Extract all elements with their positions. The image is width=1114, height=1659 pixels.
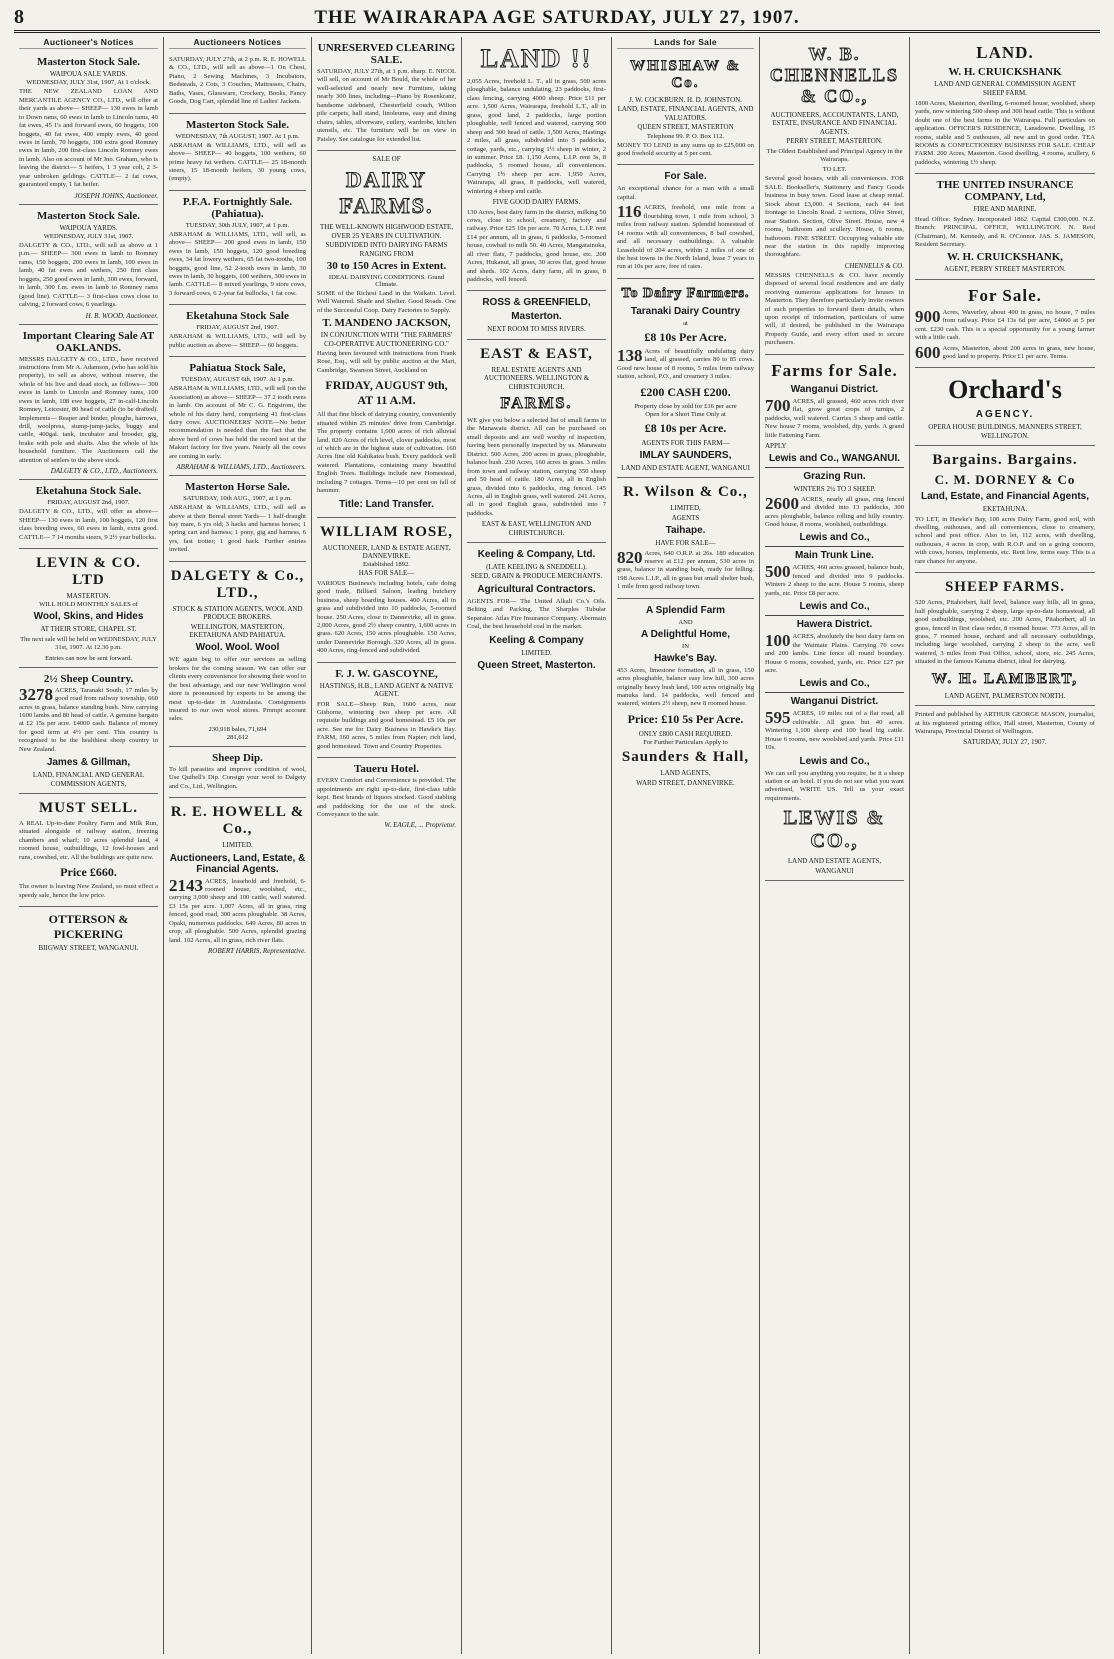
advertisement xyxy=(317,663,456,758)
ad-body: ACRES, Taranaki South, 17 miles by good road from railway township, 660 acres in grass, balance standing bush. Now carrying 1600 lambs and 80 head of cattle. A genuine bargain at £2 15s per acre. £4000 cash. Balance of money for good term at 4½ per cent. This country is recognised to be the healthiest sheep country in New Zealand. xyxy=(19,686,158,753)
ad-heading: FARMS. xyxy=(500,395,573,413)
ad-body: ACRES, leasehold and freehold, 6-roomed house, woolshed, etc., carrying 3,000 sheep and 100 cattle, well watered. £3 15s per acre. 1,007 Acres, all in grass, ring fenced, good road, 300 acres ploughable. 38 Acres, Opaki, numerous paddocks. 649 Acres, 80 acres in crop, all ploughable. 500 Acres, splendid grazing land. 102 Acres, all in grass, rich river flats. xyxy=(169,877,306,944)
ad-body: WE again beg to offer our services as selling brokers for the coming season. We can offer our clients every convenience for showing their wool to the best advantage, and our new Wellington wool store is pronounced by experts to be among the most up-to-date in Australasia. Consignments insured to our own wool stores. Prompt account sales. xyxy=(169,656,306,723)
ad-title-note: Title: Land Transfer. xyxy=(339,498,434,510)
ad-title: WHISHAW & Co. xyxy=(630,58,741,91)
ad-title: MUST SELL. xyxy=(39,799,138,816)
agent-name: Lewis and Co., xyxy=(799,601,870,613)
ad-subtitle: AUCTIONEER, LAND & ESTATE AGENT, DANNEVIRKE. xyxy=(322,543,451,561)
ad-title: F. J. W. GASCOYNE, xyxy=(335,667,438,680)
ad-title: To Dairy Farmers. xyxy=(621,285,750,301)
ad-date: WEDNESDAY, JULY 31st, 1907. xyxy=(43,233,134,241)
agent-name: Lewis and Co., xyxy=(799,755,870,767)
ad-body: Several good houses, with all conveniences. FOR SALE. Bookseller's, Stationery and Fancy Goods business in busy town. Good lease at cheap rental. Stock about £3,000. 4 Sections, each 44 feet frontage to Lincoln Road. 2 sections, Olive Street, near Station. Section, Olive Street. House, new 4 rooms, bathroom and scullery. House, 6 rooms, bathroom. FINE STREET. Occupying valuable site near the station in this rapidly improving thoroughfare. xyxy=(765,175,904,259)
ad-body: FOR SALE—Sheep Run, 1600 acres, near Gisborne, wintering two sheep per acre. All requisite buildings and good homestead. £5 10s per acre. See me for Dairy Business in Hawke's Bay. FARM, 160 acres, 5 miles from Napier; rich land, good homestead. Town and Country Properties. xyxy=(317,700,456,750)
agent-subtitle: AGENT, PERRY STREET MASTERTON. xyxy=(944,265,1066,274)
ad-subtitle: (LATE KEELING & SNEDDELL). xyxy=(486,563,587,572)
ad-title: A Delightful Home, xyxy=(640,628,731,640)
advertisement xyxy=(19,907,158,957)
ad-subtitle: REAL ESTATE AGENTS AND AUCTIONEERS. WELLINGTON & CHRISTCHURCH. xyxy=(483,365,590,391)
section-header: Auctioneer's Notices xyxy=(19,37,158,49)
ad-subtitle: MASTERTON. xyxy=(66,591,111,600)
advertisement xyxy=(169,114,306,191)
ad-title: Eketahuna Stock Sale xyxy=(186,310,289,323)
ad-price: Price: £10 5s Per Acre. xyxy=(627,711,744,726)
advertisement xyxy=(169,747,306,798)
agent-name: W. H. CRUICKSHANK, xyxy=(946,251,1064,264)
ad-date: FRIDAY, AUGUST 2nd, 1907. xyxy=(196,324,279,332)
ad-title: DAIRY FARMS. xyxy=(339,167,434,219)
ad-body: ACRES, absolutely the best dairy farm on the Waimate Plains. Carrying 70 cows and 200 lambs. Line fence all round boundary. House 6 rooms, cowshed, yards, etc. Price £27 per acre. xyxy=(765,633,904,674)
ad-date: WEDNESDAY, 7th AUGUST, 1907. At 1 p.m. xyxy=(175,132,300,140)
advertisement xyxy=(317,151,456,518)
ad-title: LAND !! xyxy=(480,44,593,73)
agent-subtitle: LAND AND GENERAL COMMISSION AGENT xyxy=(934,80,1076,88)
ad-kicker: SALE OF xyxy=(372,154,401,163)
ad-heading: Wool, Skins, and Hides xyxy=(33,611,144,623)
advertisement xyxy=(467,291,606,339)
agent-name: LEWIS & CO., xyxy=(783,807,886,853)
ad-price: £8 10s Per Acre. xyxy=(644,329,727,344)
ad-title: Masterton Stock Sale. xyxy=(37,56,140,68)
ad-title: Main Trunk Line. xyxy=(795,550,874,562)
ad-subtitle: LAND, ESTATE, FINANCIAL AGENTS, AND VALUATORS. xyxy=(617,105,754,122)
ad-body: ACRES, freehold, one mile from a flourishing town, 1 mile from school, 3 miles from railway station. Splendid homestead of 14 rooms with all conveniences, 8 bail cowshed, and all necessary outbuildings. A valuable Leasehold of 204 acres, within 2 miles of one of the best towns in the North Island, lease 7 years to run at 10s per acre, free of rates. xyxy=(617,204,754,271)
masthead xyxy=(14,6,1100,33)
ad-subtitle: THE WELL-KNOWN HIGHWOOD ESTATE, OVER 25 YEARS IN CULTIVATION. xyxy=(319,223,454,240)
ad-subtitle: AUCTIONEERS, ACCOUNTANTS, LAND, ESTATE, INSURANCE AND FINANCIAL AGENTS. xyxy=(770,111,899,136)
column-5 xyxy=(612,37,760,1654)
sale-date: FRIDAY, AUGUST 9th, AT 11 A.M. xyxy=(325,378,448,408)
ad-climate: IDEAL DAIRYING CONDITIONS. Grand Climate. xyxy=(328,273,445,288)
advertisement xyxy=(467,37,606,291)
agent-subtitle: LAND AND ESTATE AGENTS, xyxy=(787,857,882,866)
advertisement xyxy=(19,794,158,907)
advertisement xyxy=(19,480,158,549)
ad-body: VARIOUS Business's including hotels, cafe doing good trade, Billiard Saloon, leading butchery business, sheep boarding houses. 400 Acres, all in grass and subdivided into 10 paddocks, 5-roomed house. 250 Acres, close to Dannevirke, all in grass. 2,000 Acres, good 2½ sheep country, 1,600 acres in grass. 620 Acres, 150 acres ploughable. 150 Acres, under Dannevirke Borough. 320 Acres, all in grass. 400 Acres, ring-fenced and subdivided. xyxy=(317,579,456,655)
ad-body: The next sale will be held on WEDNESDAY, JULY 31st, 1907. At 12.30 p.m. xyxy=(20,635,157,652)
ad-subtitle: STOCK & STATION AGENTS, WOOL AND PRODUCE BROKERS. xyxy=(172,604,303,622)
ad-title: For Sale. xyxy=(664,171,707,183)
ad-text: WILL HOLD MONTHLY SALES of xyxy=(39,601,138,609)
ad-title: W. B. CHENNELLS & CO., xyxy=(769,44,900,106)
acreage-figure: 100 xyxy=(765,631,791,651)
ad-and: AND xyxy=(678,618,693,626)
ad-date: SATURDAY, 10th AUG., 1907, at 1 p.m. xyxy=(183,495,292,503)
ad-title: SHEEP FARMS. xyxy=(944,579,1066,596)
agent-address: WARD STREET, DANNEVIRKE. xyxy=(636,778,735,787)
ad-established: Established 1892. xyxy=(363,561,410,569)
agent-subtitle: LAND, FINANCIAL AND GENERAL COMMISSION AGENTS, xyxy=(32,771,145,788)
column-7 xyxy=(910,37,1100,1654)
columns xyxy=(14,37,1100,1654)
ad-body: ABRAHAM & WILLIAMS, LTD., will sell as above at their Bereal street Yards— 1 half-draught bay mare, 6 yrs old; 3 hacks and harness horses; 1 spring cart and harness; 1 pony, gig and harness, 6 yrs, fast trotter; 1 good hack. Further entries invited. xyxy=(169,504,306,554)
ad-body: 1800 Acres, Masterton, dwelling, 6-roomed house, woolshed, sheep yards, now wintering 500 sheep and 300 head cattle. This is without doubt one of the best farms in the Wairarapa. Full particulars on application. OFFICER'S RESIDENCE, Lansdowne. Dwelling, 15 rooms, stable and 5 outhouses, all new and in good order. TEA ROOMS & CONFECTIONERY BUSINESS FOR SALE. CHEAP FARM. 200 Acres, Masterton. Good dwelling, 4 rooms, scullery, 6 paddocks, wintering 1½ sheep. xyxy=(915,99,1095,166)
ad-title: Sheep Dip. xyxy=(212,751,263,764)
ad-title: ROSS & GREENFIELD, xyxy=(482,297,591,309)
ad-note: Property close by sold for £16 per acre xyxy=(634,402,737,410)
ad-body: All that fine block of dairying country, conveniently situated within 25 minutes' drive from Cambridge. The property contains 1,000 acres of rich alluvial land. 820 Acres of rich level, clover paddocks, most of which are in the highest state of cultivation. 160 Acres fine old Kahikatea bush. Every paddock well watered. Plantations, containing many beautiful English Trees. Buildings include new Homestead, including 7 cottages. Terms—10 per cent on fall of hammer. xyxy=(317,411,456,495)
advertisement xyxy=(915,446,1095,573)
company-suffix: LIMITED. xyxy=(521,648,552,657)
ad-at: at xyxy=(683,319,688,327)
ad-subtitle: SUBDIVIDED INTO DAIRYING FARMS RANGING FROM xyxy=(325,241,448,258)
ad-subtitle: WAIPOUA YARDS. xyxy=(59,223,118,232)
ad-title: EAST & EAST, xyxy=(480,345,593,362)
ad-address: QUEEN STREET, MASTERTON xyxy=(637,123,734,132)
ad-title: Masterton Stock Sale. xyxy=(37,209,140,222)
company-address: Queen Street, Masterton. xyxy=(477,659,596,671)
ad-address: OPERA HOUSE BUILDINGS, MANNERS STREET, WELLINGTON. xyxy=(928,423,1082,440)
auctioneer-name: T. MANDENO JACKSON, xyxy=(322,317,451,330)
ad-signature: ROBERT HARRIS, Representative. xyxy=(208,947,306,956)
ad-agents-label: AGENTS FOR THIS FARM— xyxy=(641,438,730,447)
acreage-figure: 500 xyxy=(765,562,791,582)
ad-heading: Wool. Wool. Wool xyxy=(195,642,280,654)
ad-title: Masterton Horse Sale. xyxy=(185,481,290,494)
ad-body: 2,055 Acres, freehold L. T., all in grass, 500 acres ploughable, balance undulating, 23 paddocks, first-class fencing, carrying 4000 sheep. Price £11 per acre. 1,500 Acres, Wairarapa, freehold L.T., all in grass, good land, 2 paddocks, large portion ploughable, well fenced and watered, carrying 900 sheep and 300 head of cattle. 1,500 Acres, Hastings 2 miles, all grass, subdivided into 5 paddocks, cottage, yards, etc., carrying 1½ sheep in winter, 2 in summer. Price £8. 1,150 Acres, L.I.P. rent 3s, 8 paddocks, 5 roomed house, all conveniences. Carrying 1½ sheep per acre. 1,950 Acres, Wairarapa, all grass, 8 paddocks, well watered, wintering 4 sheep and cattle. xyxy=(467,78,606,195)
ad-signature: H. B. WOOD, Auctioneer. xyxy=(85,311,158,320)
imprint xyxy=(915,706,1095,752)
ad-note: Open for a Short Time Only at xyxy=(645,410,726,418)
advertisement xyxy=(19,205,158,325)
ad-body: AGENTS FOR— The United Alkali Co.'s Oils. Belting and Packing. The Sharples Tubular Separator. Atlas Fire Insurance Company. Abermain Coal, the best household coal in the market. xyxy=(467,597,606,631)
ad-body: Acres of beautifully undulating dairy land, all grassed, carries 80 to 85 cows. Good new house of 8 rooms, 5 miles from railway station, school, P.O., and creamery 3 miles. xyxy=(617,347,754,381)
acreage-figure: 600 xyxy=(915,342,941,362)
ad-cash: £200 CASH £200. xyxy=(640,384,731,399)
advertisement xyxy=(467,543,606,678)
ad-title: Taueru Hotel. xyxy=(354,763,419,776)
ad-place: Taihape. xyxy=(665,525,706,537)
ad-subtitle: SEED, GRAIN & PRODUCE MERCHANTS. xyxy=(470,572,603,581)
ad-subtitle: LIMITED, xyxy=(670,504,701,513)
ad-date: WEDNESDAY, JULY 31st, 1907, At 1 o'clock. xyxy=(26,79,151,87)
ad-body: MONEY TO LEND in any sums up to £25,000 on good freehold security at 5 per cent. xyxy=(617,141,754,157)
advertisement xyxy=(765,355,904,881)
ad-title: UNRESERVED CLEARING SALE. xyxy=(317,42,456,66)
ad-title: For Sale. xyxy=(968,285,1042,305)
ad-price: £8 10s per Acre. xyxy=(644,420,727,435)
ad-body: Having been favoured with instructions from Frank Rose, Esq., will sell by public auction at the Mart, Cambridge, Swanson Street, Auckland on xyxy=(317,349,456,374)
advertisement xyxy=(915,37,1095,174)
ad-title: P.F.A. Fortnightly Sale. (Pahiatua). xyxy=(182,195,293,220)
ad-title: Pahiatua Stock Sale, xyxy=(189,362,286,375)
acreage-figure: 116 xyxy=(617,202,642,222)
acreage-figure: 900 xyxy=(915,306,941,326)
ad-body: ABRAHAM & WILLIAMS, LTD., will sell, as above— SHEEP— 200 good ewes in lamb, 150 ewes in lamb, 150 hoggets, 120 good breeding ewes, 34 fat lowery wethers, 65 fat two-tooths, 100 hoggets, good line, 52 2-tooth ewes in lamb, 30 ewes in lamb, 30 hoggets, 100 wethers, 300 ewes in lamb. CATTLE— 8 mixed yearlings, 9 store cows, 3 forward cows, 6 2-year fat bullocks, 1 fat cow. xyxy=(169,230,306,297)
ad-body: EVERY Comfort and Convenience is provided. The appointments are right up-to-date, first-class table kept. Best brands of liquors stocked. Good stabling and paddocking for the use of the stock. Conveyance to the sale. xyxy=(317,777,456,818)
acreage-figure: 700 xyxy=(765,395,791,415)
advertisement xyxy=(617,51,754,165)
section-header: Lands for Sale xyxy=(617,37,754,49)
agent-name: W. H. CRUICKSHANK xyxy=(948,66,1062,78)
ad-heading: Auctioneers, Land, Estate, & Financial Agents. xyxy=(169,852,306,875)
ad-title: Eketahuna Stock Sale. xyxy=(35,485,142,498)
advertisement xyxy=(317,518,456,663)
agent-name: W. H. LAMBERT, xyxy=(931,670,1079,687)
ad-range: 30 to 150 Acres in Extent. xyxy=(326,259,447,272)
ad-body: Acres, Waverley, about 400 in grass, no house, 7 miles from railway. Price £4 13s 6d per acre, £4060 at 5 per cent. £230 cash. This is a special opportunity for a young farmer with a little cash. xyxy=(915,308,1095,342)
ad-note: Entries can now be sent forward. xyxy=(45,654,132,662)
ad-title: Keeling & Company, Ltd. xyxy=(477,549,596,561)
ad-body: ABRAHAM & WILLIAMS, LTD., will sell by public auction as above— SHEEP— 60 hoggets. xyxy=(169,333,306,349)
ad-body: ABRAHAM & WILLIAMS, LTD., will sell as above— SHEEP— 40 hoggets, 100 wethers, 60 prime heavy fat wethers. CATTLE— 25 18-month steers, 15 18-month heifers, 30 young cows, (empty). xyxy=(169,141,306,183)
ad-body: 453 Acres, limestone formation, all in grass, 150 acres ploughable, balance easy low hill, 300 acres originally heavy bush land, 100 acres originally big manuka land. 14 paddocks, well fenced and watered, winters 2½ sheep, new 8 roomed house. xyxy=(617,666,754,708)
acreage-figure: 2143 xyxy=(169,875,203,895)
ad-price: Price £660. xyxy=(60,865,117,880)
advertisement xyxy=(317,758,456,833)
ad-body: MESSRS DALGETY & CO., LTD., have received instructions from Mr A. Adamson, (who has sold his property), to sell as above, without reserve, the whole of his live and dead stock, as follows— 300 ewes in lamb to Lincoln and Romney rams, 100 ewes in lamb, 108 ewe hoggets, 27 in-calf-Lincoln Romney, Leicester, 80 head of cattle (to be drafted). Implements— Reaper and binder, ploughs, harrows, drill, woolpress, stump-jump-jacks, buggy and cattle, 400gal. tank, incubator and brooder, gig, brake with pole and shafts. Also the whole of his household furniture. The Auctioneers call the attention of settlers to the above stock. xyxy=(19,355,158,464)
advertisement xyxy=(19,549,158,668)
imprint-text: Printed and published by ARTHUR GEORGE MASON, journalist, at his registered printing office, Hall street, Masterton, County of Wairarapa, Provincial District of Wellington. xyxy=(915,711,1095,735)
ad-telephone: Telephone 99. P. O. Box 112. xyxy=(646,132,725,140)
acreage-figure: 820 xyxy=(617,547,643,567)
ad-subtitle: WINTERS 2½ TO 3 SHEEP. xyxy=(793,485,876,494)
advertisement xyxy=(915,174,1095,280)
ad-heading: Bargains. Bargains. xyxy=(932,452,1078,469)
ad-in: IN xyxy=(682,642,689,650)
ad-body: TO LET, in Hawke's Bay, 100 acres Dairy Farm, good soil, with dwelling, outhouses, and all conveniences, close to creamery, school and post office. Also to let, 112 acres, with dwelling, outhouses, 4 acres in crop, with R.O.P. and on a going concern, with cows, horses, implements, etc. Rent low, terms easy. This is a rare chance for anyone. xyxy=(915,515,1095,565)
ad-title: Orchard's xyxy=(948,375,1062,405)
section-header: Auctioneers Notices xyxy=(169,37,306,49)
ad-date: TUESDAY, 30th JULY, 1907, at 1 p.m. xyxy=(185,221,290,229)
ad-subtitle: HASTINGS, H.B., LAND AGENT & NATIVE AGENT. xyxy=(319,681,454,699)
ad-signature: CHENNELLS & CO. xyxy=(844,261,904,270)
imprint-date: SATURDAY, JULY 27, 1907. xyxy=(963,738,1047,747)
ad-note: For Further Particulars Apply to xyxy=(643,739,728,747)
ad-body: Acres, Masterton, about 200 acres in grass, new house, good land to property. Price £1 per acre. Terms. xyxy=(942,344,1095,360)
advertisement xyxy=(169,191,306,306)
advertisement xyxy=(169,305,306,357)
ad-body: ACRES, all grassed, 460 acres rich river flat, grow great crops of turnips, 2 paddocks, well watered. Carries 3 sheep and cattle. New house 7 rooms, woolshed, dip, yards. A grand little Fattening Farm. xyxy=(765,397,904,439)
ad-body: MESSRS CHENNELLS & CO. have recently disposed of several local residences and are daily receiving numerous applications for houses in Masterton. They therefore particularly invite owners of such properties to forward them details, when upon receipt of information, particulars of same will, if desired, be published in the Wairarapa Property Guide, and every effort used to secure purchasers. xyxy=(765,271,904,347)
ad-body: A REAL Up-to-date Poultry Farm and Milk Run, situated alongside of railway station, freezing chambers and wharf; 10 acres splendid land, 4 roomed house, outbuildings, 12 fowl-houses and runs, cowshed, etc. All the buildings are quite new. xyxy=(19,819,158,861)
agent-subtitle: LAND AGENTS, xyxy=(660,769,711,778)
advertisement xyxy=(915,368,1095,446)
advertisement xyxy=(169,476,306,562)
ad-subtitle: WAIPOUA SALE YARDS. xyxy=(49,70,128,78)
bale-total: 281,612 xyxy=(226,733,249,741)
advertisement xyxy=(765,37,904,355)
ad-title: DALGETY & Co., LTD., xyxy=(170,567,305,601)
agent-name: IMLAY SAUNDERS, xyxy=(639,449,732,461)
advertisement xyxy=(617,165,754,278)
ad-signature: JOSEPH JOHNS, Auctioneer. xyxy=(74,191,158,200)
ad-signature: ABRAHAM & WILLIAMS, LTD., Auctioneers. xyxy=(176,463,306,472)
ad-date: TUESDAY, AUGUST 6th, 1907. At 1 p.m. xyxy=(180,376,295,384)
ad-note: The Oldest Established and Principal Agency in the Wairarapa. xyxy=(766,147,903,163)
agent-name: Lewis and Co., xyxy=(799,532,870,544)
company-name: Keeling & Company xyxy=(489,634,584,646)
advertisement xyxy=(19,668,158,794)
column-1 xyxy=(14,37,164,1654)
agent-place: EKETAHUNA. xyxy=(982,505,1028,514)
ad-body: To kill parasites and improve condition of wool, Use Quibell's Dip. Consign your wool to Dalgety and Co., Ltd., Wellington. xyxy=(169,765,306,790)
ad-subtitle: LIMITED. xyxy=(222,841,253,850)
ad-body: ACRES, 460 acres grassed, balance bush, fenced and divided into 9 paddocks. Winters 2 sheep to the acre. House 5 rooms, sheep yards, etc. Price £8 per acre. xyxy=(765,564,904,597)
ad-note: NEXT ROOM TO MISS RIVERS. xyxy=(487,325,586,334)
ad-body: THE NEW ZEALAND LOAN AND MERCANTILE AGENCY CO., LTD., will offer at their yards as above— SHEEP— 130 ewes in lamb to Down rams, 60 ewes in lamb to Lincoln rams, 40 fat ewes, 45 1's and forward ewes, 60 hoggets, 100 hoggets, 40 fat ewes, 400 empty ewes, 40 good ewes in lamb, 70 hoggets, 100 extra good Romney ewes in lamb, 200 first-class Lincoln Romney ewes in lamb. Also on account of Mr Jno. Graham, who is leaving the district— 5 heifers, 1 3 year colt, 2 3-year unbroken geldings. CATTLE— 2 fat cows, guaranteed empty, 1 fat heifer. xyxy=(19,88,158,189)
ad-title: 2½ Sheep Country. xyxy=(43,672,134,685)
acreage-figure: 138 xyxy=(617,345,643,365)
advertisement xyxy=(19,51,158,205)
ad-kicker: TO LET. xyxy=(822,166,847,174)
advertisement xyxy=(915,573,1095,706)
ad-body: 520 Acres, Pitahorbert, half level, balance easy hills, all in grass, half ploughable, carrying 2 sheep, large up-to-date homestead, all good outbuildings, woolshed, etc. 200 Acres, Pitahorbert, all in grass, fenced in first class order, 8 roomed house. 773 Acres, all in grass, 7 roomed house, orchard and all necessary outbuildings, including large woolshed, carrying 2 sheep to the acre, well watered, 3 miles from Post Office, school, store, etc. 245 Acres, situated in the famous Kaiuma district, ideal for dairying. xyxy=(915,599,1095,666)
advertisement xyxy=(617,599,754,792)
agent-name: Lewis and Co., xyxy=(799,678,870,690)
ad-signature: EAST & EAST, WELLINGTON AND CHRISTCHURCH. xyxy=(481,520,592,537)
agent-name: C. M. DORNEY & Co xyxy=(934,472,1076,488)
advertisement xyxy=(169,357,306,476)
advertisement xyxy=(19,325,158,481)
ad-heading: SHEEP FARM. xyxy=(983,89,1027,98)
ad-title: R. Wilson & Co., xyxy=(623,484,748,501)
ad-body: Head Office: Sydney. Incorporated 1862. Capital £300,000. N.Z. Branch: PRINCIPAL OFFICE, WELLINGTON. N. Reid (Chairman), M. Kennedy, and R. O'Connor. JAS. S. JAMESON, Resident Secretary. xyxy=(915,215,1095,248)
ad-place: Hawke's Bay. xyxy=(654,652,717,664)
ad-title: Wanganui District. xyxy=(790,696,879,708)
agent-name: Saunders & Hall, xyxy=(621,749,750,766)
ad-body: SATURDAY, JULY 27th, at 2 p.m. R. E. HOWELL & CO., LTD., will sell as above—1 On Chest, Piano, 2 Sewing Machines, 3 Incubators, Bedsteads, 2 Cots, 3 Couches, Mattrasses, Chairs, Baths, Vases, Glassware, Crockery, Books, Fancy Goods, Dog Cart, splendid line of Ladies' Jackets. xyxy=(169,56,306,106)
ad-subtitle: AGENCY. xyxy=(975,409,1035,421)
advertisement xyxy=(467,340,606,543)
acreage-figure: 2600 xyxy=(765,493,799,513)
newspaper-title: THE WAIRARAPA AGE SATURDAY, JULY 27, 1907. xyxy=(314,7,800,28)
bale-figures: 230,918 bales, 71,694 xyxy=(208,725,267,733)
ad-title: R. E. HOWELL & Co., xyxy=(170,804,305,838)
agent-subtitle: Land, Estate, and Financial Agents, xyxy=(921,491,1089,503)
column-4 xyxy=(462,37,612,1654)
column-2 xyxy=(164,37,312,1654)
advertisement xyxy=(915,280,1095,369)
ad-district: Wanganui District. xyxy=(790,383,879,395)
agent-subtitle: LAND AGENT, PALMERSTON NORTH. xyxy=(944,691,1066,700)
ad-place: AT THEIR STORE, CHAPEL ST. xyxy=(40,625,137,634)
page-number: 8 xyxy=(14,6,24,28)
ad-title: Masterton Stock Sale. xyxy=(186,118,289,131)
agent-subtitle: LAND AND ESTATE AGENT, WANGANUI xyxy=(621,463,750,472)
advertisement xyxy=(317,37,456,151)
ad-place: Masterton. xyxy=(511,311,562,323)
ad-title: Farms for Sale. xyxy=(771,360,898,380)
advertisement xyxy=(169,798,306,959)
ad-title: LEVIN & CO. LTD xyxy=(36,554,141,588)
ad-title: Important Clearing Sale AT OAKLANDS. xyxy=(22,329,155,354)
column-3 xyxy=(312,37,462,1654)
ad-subtitle: Taranaki Dairy Country xyxy=(630,305,741,317)
ad-subtitle: FIRE AND MARINE. xyxy=(973,205,1037,214)
ad-subtitle: BIIGWAY STREET, WANGANUI. xyxy=(38,943,139,952)
acreage-figure: 595 xyxy=(765,708,791,728)
advertisement xyxy=(617,478,754,598)
agent-place: WANGANUI xyxy=(815,866,854,875)
ad-kicker: HAS FOR SALE— xyxy=(358,569,415,578)
ad-apply: APPLY xyxy=(765,441,787,450)
ad-kicker: HAVE FOR SALE— xyxy=(655,539,716,548)
ad-body: ACRES, nearly all grass, ring fenced and divided into 13 paddocks, 300 acres ploughable, balance rolling and hilly country. Good house, 8 rooms, woolshed, outbuildings. xyxy=(765,495,904,529)
ad-body: SATURDAY, JULY 27th, at 1 p.m. sharp. E. NICOL will sell, on account of Mr Bould, the whole of her well-selected and nearly new Furniture, taking nearly 300 lines, including—Piano by Rosenkranz, handsome sideboard, Chesterfield couch, Wilton pile carpets, hall stand, linoleums, easy and dining chairs, tables, silverware, cutlery, wardrobe, kitchen utensils, etc. The furniture will be on view in Paisley. See catalogue for extended list. xyxy=(317,68,456,143)
ad-address: PERRY STREET, MASTERTON. xyxy=(786,137,883,146)
ad-title: OTTERSON & PICKERING xyxy=(48,911,129,941)
advertisement xyxy=(169,51,306,114)
column-6 xyxy=(760,37,910,1654)
advertisement xyxy=(169,562,306,747)
ad-body: SOME of the Richest Land in the Waikato. Level. Well Watered. Shade and Shelter. Good Roads. One of the Successful Coop. Dairy Factories to Supply. xyxy=(317,289,456,314)
ad-title: THE UNITED INSURANCE COMPANY, Ltd, xyxy=(936,179,1074,204)
ad-body: We can sell you anything you require, be it a sheep station or an hotel. If you do not see what you want advertised, WRITE US. Tell us your exact requirements. xyxy=(765,769,904,802)
ad-body: Acres, 640 O.R.P. at 26s. 180 education reserve at £12 per annum, 530 acres in grass, balance in standing bush, ready for felling. 198 Acres L.I.P., all in grass but small shelter bush, 1 mile from good railway town. xyxy=(617,549,754,591)
ad-body: DALGETY & CO., LTD., will offer as above— SHEEP— 130 ewes in lamb, 100 hoggets, 120 first class breeding ewes, 60 ewes in lamb, extra good. CATTLE— 7 14 months steers, 9 2½ year bullocks. xyxy=(19,508,158,541)
ad-title: A Splendid Farm xyxy=(645,604,726,616)
ad-body: WE give you below a selected list of small farms in the Manawatu district. All can be purchased on small deposits and are well worthy of inspection, having been personally inspected by us. Manawatu District. 500 Acres, 200 acres in grass, ploughable, balance bush. 230 Acres, 160 acres in grass. 3 miles from town and railway station, carrying 350 sheep and 50 head of cattle. 180 Acres, all in English grass, divided into 6 paddocks, ring fenced. 145 Acres, all in English grass, well watered. 241 Acres, all in good English grass, subdivided into 7 paddocks. xyxy=(467,417,606,517)
ad-body: ACRES, 10 miles out of a flat road, all cultivable. All grass but 40 acres. Wintering 1,100 sheep and 100 head big cattle. House 6 rooms, new woolshed and yards. Price £11 10s. xyxy=(765,710,904,752)
ad-date: FRIDAY, AUGUST 2nd, 1907. xyxy=(47,499,130,507)
ad-agents-label: AGENTS xyxy=(671,513,700,522)
ad-body: 130 Acres, best dairy farm in the district, milking 50 cows, close to school, creamery, factory and railway. Price £25 10s per acre. 70 Acres, L.I.P. rent £14 per annum, all in grass, 6 paddocks, 5-roomed house, cowbail to milk 50. 40 Acres, Mangatainoka, all river flats, 7 paddocks, good house, etc. 200 Acres, Hukanui, all grass, 30 acres flat, good house and sheds. 102 Acres, dairy farm, all in grass, 8 paddocks, well fenced. xyxy=(467,208,606,284)
ad-signature: W. EAGLE, ... Proprietor. xyxy=(384,821,456,830)
acreage-figure: 3278 xyxy=(19,684,53,704)
ad-note: The owner is leaving New Zealand, so must effect a speedy sale, hence the low price. xyxy=(19,883,158,899)
ad-place: WELLINGTON, MASTERTON, EKETAHUNA AND PAHIATUA. xyxy=(189,622,286,639)
ad-body: ABRAHAM & WILLIAMS, LTD., will sell (on the Association) as above— SHEEP— 37 2 tooth ewes in lamb. On account of Mr C. G. Engstrom, the whole of his dairy herd, comprising 41 first-class dairy cows. AUCTIONEERS' NOTE—No better recommendation is needed than the fact that the above herd of cows has held the record test at the Makuri factory for five years. Nearly all the cows are coming in early. xyxy=(169,385,306,460)
ad-heading: Agricultural Contractors. xyxy=(477,583,596,595)
ad-cash: ONLY £800 CASH REQUIRED. xyxy=(638,729,733,738)
ad-body: DALGETY & CO., LTD., will sell as above at 1 p.m.— SHEEP— 300 ewes in lamb to Romney rams, 150 hoggets, 200 ewes in lamb, 100 ewes in lamb, 40 fat ewes and wethers, 250 first class hoggets, 250 good ewes in lamb, 300 ewes, forward, in lamb, 300 f.m. ewes in lamb to Romney rams (good line). CATTLE— 3 first-class cows close to calving, 2 forward cows, 6 yearlings. xyxy=(19,242,158,309)
agent-name: Lewis and Co., WANGANUI. xyxy=(768,453,901,465)
ad-title: WILLIAM ROSE, xyxy=(319,523,454,540)
ad-heading: FIVE GOOD DAIRY FARMS. xyxy=(492,198,581,207)
ad-title: LAND. xyxy=(976,43,1034,62)
ad-title: Hawera District. xyxy=(796,619,873,631)
ad-note: An exceptional chance for a man with a small capital. xyxy=(617,185,754,201)
agent-name: James & Gillman, xyxy=(46,757,131,769)
ad-signature: DALGETY & CO., LTD., Auctioneers. xyxy=(50,467,158,476)
ad-names: J. W. COCKBURN. H. D. JOHNSTON. xyxy=(629,96,742,104)
auctioneer-subtitle: IN CONJUNCTION WITH "THE FARMERS' CO-OPERATIVE AUCTIONEERING CO." xyxy=(320,331,453,348)
advertisement xyxy=(617,279,754,479)
ad-title: Grazing Run. xyxy=(803,471,866,483)
